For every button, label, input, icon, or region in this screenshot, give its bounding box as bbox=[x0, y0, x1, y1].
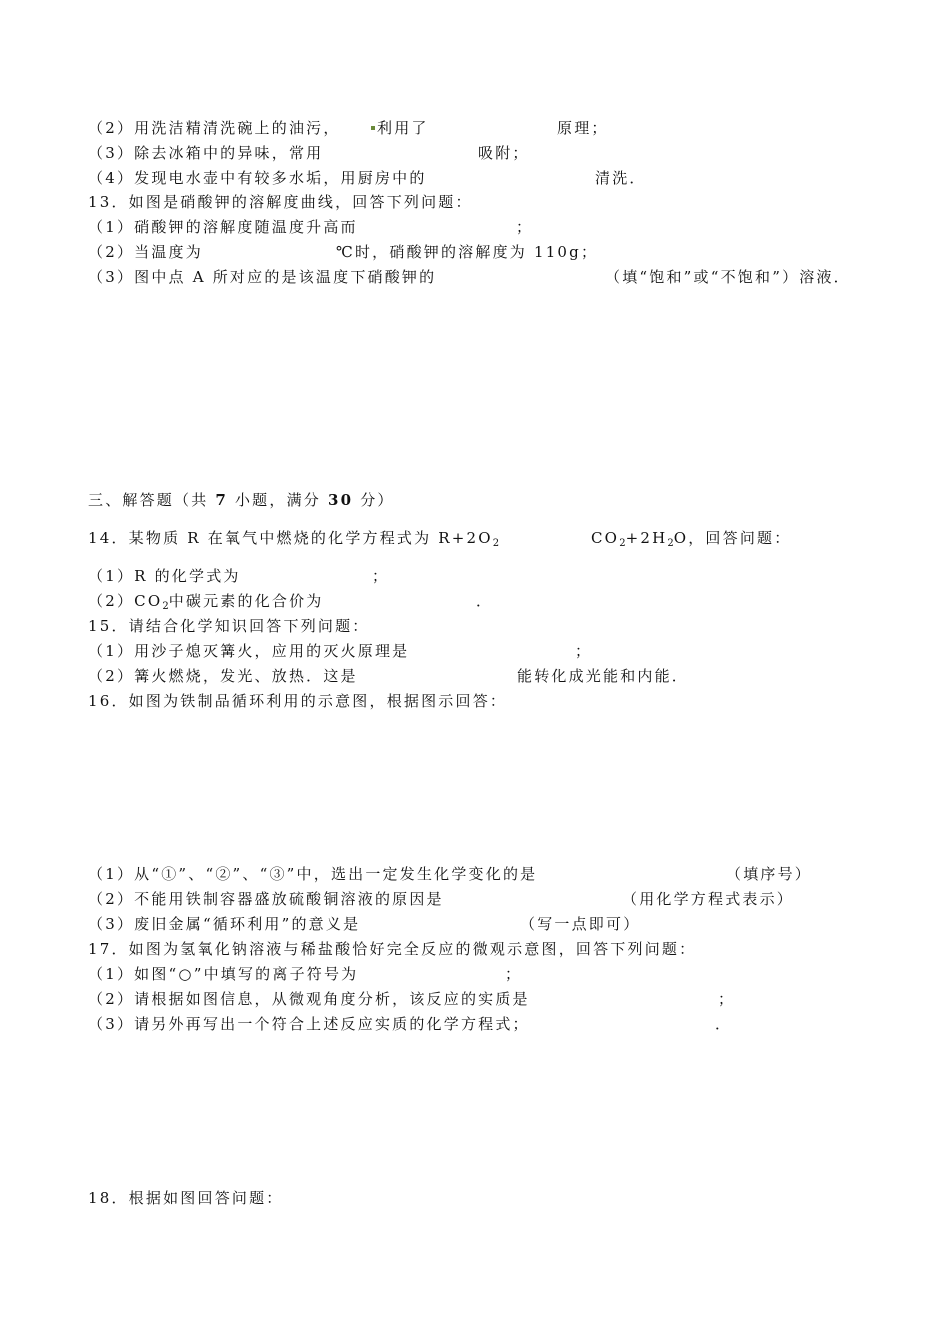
question-text: 13．如图是硝酸钾的溶解度曲线，回答下列问题： bbox=[88, 193, 473, 211]
question-text: （3）图中点 A 所对应的是该温度下硝酸钾的 bbox=[88, 268, 437, 286]
question-text: （填“饱和”或“不饱和”）溶液． bbox=[605, 268, 851, 286]
question-text: 中碳元素的化合价为 bbox=[168, 592, 324, 610]
heading-part: 分） bbox=[360, 491, 395, 509]
equation-left bbox=[88, 528, 499, 554]
question-text: 原理； bbox=[557, 119, 609, 137]
question-text: 15．请结合化学知识回答下列问题： bbox=[88, 617, 370, 635]
question-text: ； bbox=[372, 567, 390, 585]
subscript: 2 bbox=[667, 538, 674, 549]
marker-dot bbox=[371, 126, 375, 130]
question-text: （1）R 的化学式为 bbox=[88, 567, 241, 585]
question-text: ； bbox=[575, 642, 593, 660]
question-text: （2）不能用铁制容器盛放硫酸铜溶液的原因是 bbox=[88, 890, 444, 908]
text-segment bbox=[371, 118, 429, 138]
question-text: ℃时，硝酸钾的溶解度为 110g； bbox=[336, 243, 599, 261]
heading-text bbox=[88, 490, 395, 510]
question-text: （用化学方程式表示） bbox=[622, 890, 795, 908]
question-text: ； bbox=[516, 218, 534, 236]
question-text: 利用了 bbox=[377, 119, 429, 137]
question-count: 7 bbox=[215, 491, 229, 509]
question-line bbox=[88, 591, 324, 617]
question-text: （3）请另外再写出一个符合上述反应实质的化学方程式； bbox=[88, 1015, 530, 1033]
question-text: （2）请根据如图信息，从微观角度分析，该反应的实质是 bbox=[88, 990, 530, 1008]
question-text: 14．某物质 R 在氧气中燃烧的化学方程式为 R+2O bbox=[88, 529, 493, 547]
question-text: ； bbox=[505, 965, 523, 983]
question-text: 17．如图为氢氧化钠溶液与稀盐酸恰好完全反应的微观示意图，回答下列问题： bbox=[88, 940, 697, 958]
question-text: （4）发现电水壶中有较多水垢，用厨房中的 bbox=[88, 169, 427, 187]
heading-part: 三、解答题（共 bbox=[88, 491, 209, 509]
question-text: （1）硝酸钾的溶解度随温度升高而 bbox=[88, 218, 358, 236]
question-text: （3）废旧金属“循环利用”的意义是 bbox=[88, 915, 361, 933]
subscript: 2 bbox=[162, 601, 169, 612]
total-score: 30 bbox=[327, 491, 354, 509]
question-text: O，回答问题： bbox=[673, 529, 792, 547]
question-text: ． bbox=[476, 592, 494, 610]
question-text: （2）用洗洁精清洗碗上的油污， bbox=[88, 119, 341, 137]
question-text: （3）除去冰箱中的异味，常用 bbox=[88, 144, 324, 162]
question-text: ； bbox=[718, 990, 736, 1008]
question-text: （2）CO bbox=[88, 592, 163, 610]
question-text: （写一点即可） bbox=[520, 915, 641, 933]
formula-text: +2H bbox=[625, 529, 668, 547]
question-text: （2）当温度为 bbox=[88, 243, 203, 261]
question-text: （1）用沙子熄灭篝火，应用的灭火原理是 bbox=[88, 642, 410, 660]
formula-text: CO bbox=[591, 529, 620, 547]
question-text: （1）从“①”、“②”、“③”中，选出一定发生化学变化的是 bbox=[88, 865, 538, 883]
question-text: 18．根据如图回答问题： bbox=[88, 1189, 284, 1207]
subscript: 2 bbox=[619, 538, 626, 549]
question-text: （1）如图“○”中填写的离子符号为 bbox=[88, 965, 359, 983]
question-text: 能转化成光能和内能． bbox=[517, 667, 690, 685]
question-text: （填序号） bbox=[726, 865, 813, 883]
question-text: （2）篝火燃烧，发光、放热．这是 bbox=[88, 667, 358, 685]
question-text: 16．如图为铁制品循环利用的示意图，根据图示回答： bbox=[88, 692, 508, 710]
question-text: 清洗． bbox=[595, 169, 647, 187]
question-text: ． bbox=[715, 1015, 733, 1033]
question-text: 吸附； bbox=[478, 144, 530, 162]
heading-part: 小题，满分 bbox=[234, 491, 321, 509]
equation-right bbox=[591, 528, 791, 554]
subscript: 2 bbox=[492, 538, 500, 549]
